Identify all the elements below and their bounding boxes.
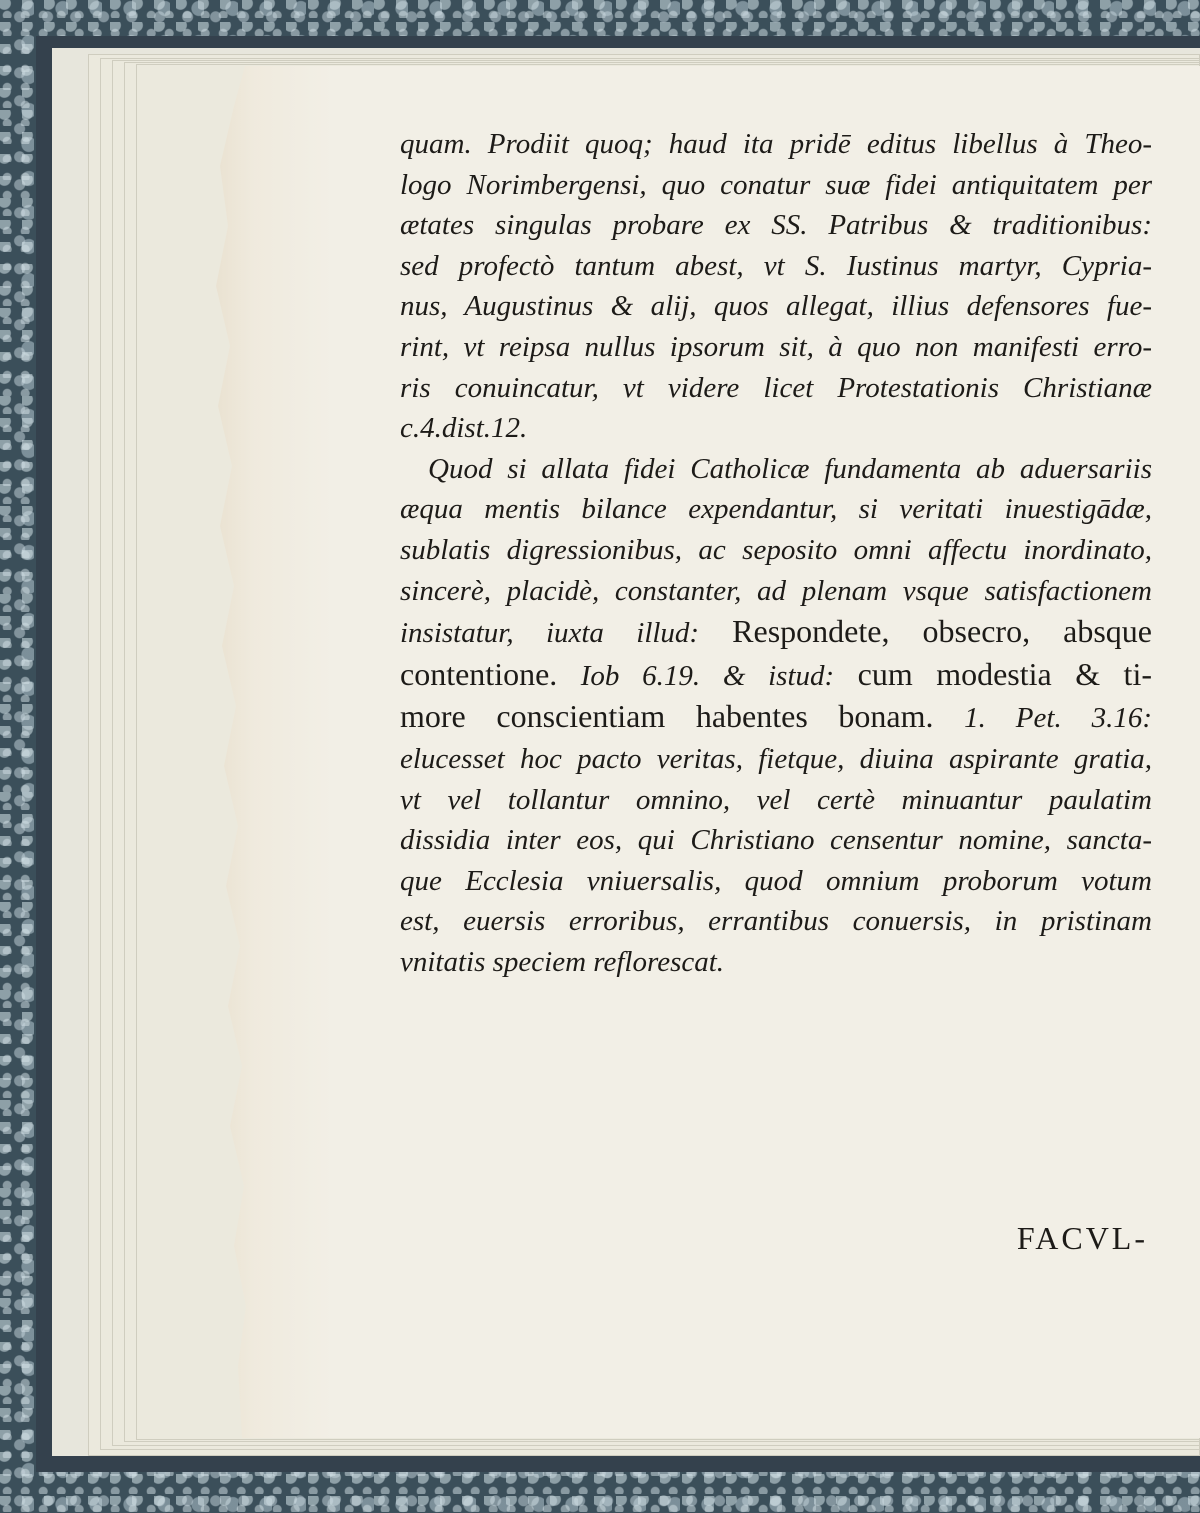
text-line — [400, 942, 1152, 983]
italic-text: sublatis digressionibus, ac seposito omni affectu inordinato, — [400, 533, 1152, 566]
text-line — [400, 408, 1152, 449]
text-line — [400, 246, 1152, 287]
text-line — [400, 696, 1152, 739]
text-line — [400, 530, 1152, 571]
text-line — [400, 780, 1152, 821]
body-text — [400, 124, 1152, 982]
italic-text: vnitatis speciem reflorescat. — [400, 945, 725, 978]
italic-text: logo Norimbergensi, quo conatur suæ fidei antiquitatem per — [400, 168, 1152, 201]
roman-text: Respondete, obsecro, absque — [699, 613, 1152, 650]
text-line — [400, 165, 1152, 206]
italic-text: ætates singulas probare ex SS. Patribus & traditionibus: — [400, 209, 1152, 242]
italic-text: 1. Pet. 3.16: — [964, 702, 1152, 735]
italic-text: ris conuincatur, vt videre licet Protestationis Christianæ — [400, 371, 1152, 404]
italic-text: elucesset hoc pacto veritas, fietque, diuina aspirante gratia, — [400, 742, 1152, 775]
italic-text: c.4.dist.12. — [400, 412, 528, 445]
text-line — [400, 286, 1152, 327]
italic-text: rint, vt reipsa nullus ipsorum sit, à quo non manifesti erro- — [400, 330, 1152, 363]
italic-text: est, euersis erroribus, errantibus conuersis, in pristinam — [400, 905, 1152, 938]
text-line — [400, 368, 1152, 409]
roman-text: more conscientiam habentes bonam. — [400, 698, 965, 735]
italic-text: vt vel tollantur omnino, vel certè minuantur paulatim — [400, 783, 1152, 816]
italic-text: que Ecclesia vniuersalis, quod omnium proborum votum — [400, 864, 1152, 897]
text-line — [400, 489, 1152, 530]
italic-text: quam. Prodiit quoq; haud ita pridē editus libellus à Theo- — [400, 128, 1152, 160]
text-line — [400, 327, 1152, 368]
text-line — [400, 654, 1152, 697]
italic-text: sincerè, placidè, constanter, ad plenam vsque satisfactionem — [400, 574, 1152, 607]
text-line — [400, 901, 1152, 942]
text-line — [400, 739, 1152, 780]
text-line — [400, 449, 1152, 490]
text-line — [400, 861, 1152, 902]
text-line — [400, 611, 1152, 654]
roman-text: contentione. — [400, 655, 581, 692]
catchword: FACVL- — [1016, 1220, 1148, 1256]
italic-text: dissidia inter eos, qui Christiano censentur nomine, sancta- — [400, 824, 1152, 857]
roman-text: cum modestia & ti- — [834, 655, 1152, 692]
text-line — [400, 820, 1152, 861]
italic-text: insistatur, iuxta illud: — [400, 617, 700, 650]
italic-text: Quod si allata fidei Catholicæ fundamenta ab aduersariis — [428, 452, 1152, 485]
text-line — [400, 124, 1152, 165]
italic-text: Iob 6.19. & istud: — [580, 659, 835, 692]
text-line — [400, 571, 1152, 612]
text-line — [400, 205, 1152, 246]
italic-text: sed profectò tantum abest, vt S. Iustinus martyr, Cypria- — [400, 249, 1152, 282]
italic-text: æqua mentis bilance expendantur, si veritati inuestigādæ, — [400, 493, 1152, 526]
italic-text: nus, Augustinus & alij, quos allegat, illius defensores fue- — [400, 290, 1152, 323]
